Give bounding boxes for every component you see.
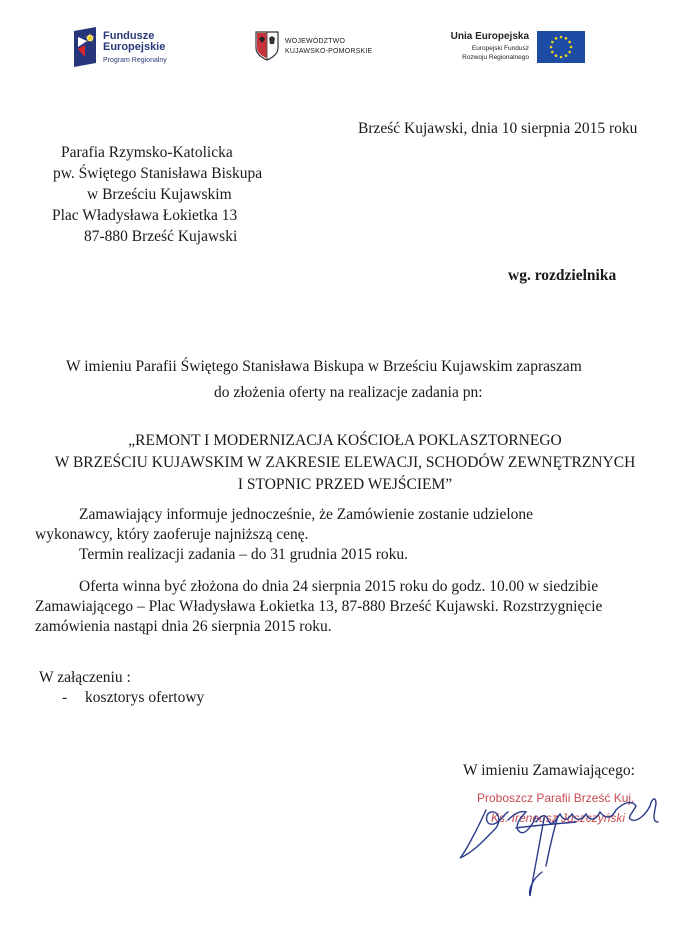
eu-star-icon (560, 36, 563, 39)
attachment-item (62, 688, 204, 708)
stamp-line-2: Ks. Ireneusz Juszczyński (491, 811, 626, 825)
eu-star-icon (565, 54, 568, 57)
wojewodztwo-text (285, 37, 372, 57)
eu-star-icon (550, 46, 553, 49)
sender-line-2: pw. Świętego Stanisława Biskupa (53, 165, 263, 182)
header-logos (0, 0, 700, 75)
eu-star-icon (568, 51, 571, 54)
eu-star-icon (568, 41, 571, 44)
task-title (40, 430, 650, 496)
eu-star-icon (551, 41, 554, 44)
ue-logo-line2: Europejski Fundusz (471, 45, 529, 52)
paragraph-1-line-1: Zamawiający informuje jednocześnie, że Zamówienie zostanie udzielone (79, 506, 534, 523)
paragraph-1-line-3: Termin realizacji zadania – do 31 grudnia 2015 roku. (79, 546, 409, 563)
task-title-line-3: I STOPNIC PRZED WEJŚCIEM” (237, 476, 453, 493)
eu-star-icon (565, 37, 568, 40)
eu-star-icon (560, 56, 563, 59)
date-line: Brześć Kujawski, dnia 10 sierpnia 2015 roku (358, 120, 638, 137)
recipient: wg. rozdzielnika (508, 267, 617, 284)
attachment-bullet: - (62, 689, 68, 706)
handwritten-signature-icon (456, 792, 671, 902)
paragraph-2-line-2: Zamawiającego – Plac Władysława Łokietka 13, 87-880 Brześć Kujawski. Rozstrzygnięcie (35, 598, 603, 615)
paragraph-1 (35, 505, 630, 565)
wojewodztwo-crest-icon (254, 30, 280, 62)
sender-line-1: Parafia Rzymsko-Katolicka (61, 144, 233, 161)
stamp-line-1: Proboszcz Parafii Brześć Kuj. (477, 791, 635, 805)
paragraph-1-line-2: wykonawcy, który zaoferuje najniższą cenę. (35, 526, 309, 543)
fe-logo-line3: Program Regionalny (103, 57, 167, 64)
sender-line-3: w Brześciu Kujawskim (87, 186, 232, 203)
eu-star-icon (555, 37, 558, 40)
sender-address (52, 142, 262, 247)
woj-logo-line1: WOJEWÓDZTWO (285, 38, 346, 45)
fe-logo-line2: Europejskie (103, 41, 166, 53)
paragraph-2-line-3: zamówienia nastąpi dnia 26 sierpnia 2015 roku. (35, 618, 332, 635)
paragraph-2 (35, 577, 635, 637)
fe-logo-line1: Fundusze (103, 30, 155, 42)
ue-logo-line3: Rozwoju Regionalnego (462, 54, 529, 61)
intro-line-1: W imieniu Parafii Świętego Stanisława Biskupa w Brześciu Kujawskim zapraszam (66, 358, 582, 375)
attachment-text: kosztorys ofertowy (85, 689, 205, 706)
eu-star-icon (551, 51, 554, 54)
unia-europejska-text (442, 32, 529, 62)
eu-flag-icon (537, 31, 585, 63)
sender-line-4: Plac Władysława Łokietka 13 (52, 207, 238, 224)
woj-logo-line2: KUJAWSKO-POMORSKIE (285, 48, 373, 55)
sender-line-5: 87-880 Brześć Kujawski (84, 228, 238, 245)
fundusze-europejskie-text (103, 31, 167, 66)
task-title-line-2: W BRZEŚCIU KUJAWSKIM W ZAKRESIE ELEWACJI, SCHODÓW ZEWNĘTRZNYCH (54, 454, 636, 471)
intro-line-2: do złożenia oferty na realizacje zadania pn: (214, 384, 483, 401)
fundusze-europejskie-logo-icon (72, 27, 100, 67)
ue-logo-line1: Unia Europejska (450, 31, 529, 42)
eu-star-icon (570, 46, 573, 49)
task-title-line-1: „REMONT I MODERNIZACJA KOŚCIOŁA POKLASZTORNEGO (128, 432, 562, 449)
attachments-label: W załączeniu : (39, 669, 131, 686)
paragraph-2-line-1: Oferta winna być złożona do dnia 24 sierpnia 2015 roku do godz. 10.00 w siedzibie (79, 578, 599, 595)
signature-on-behalf: W imieniu Zamawiającego: (463, 762, 635, 779)
eu-star-icon (555, 54, 558, 57)
